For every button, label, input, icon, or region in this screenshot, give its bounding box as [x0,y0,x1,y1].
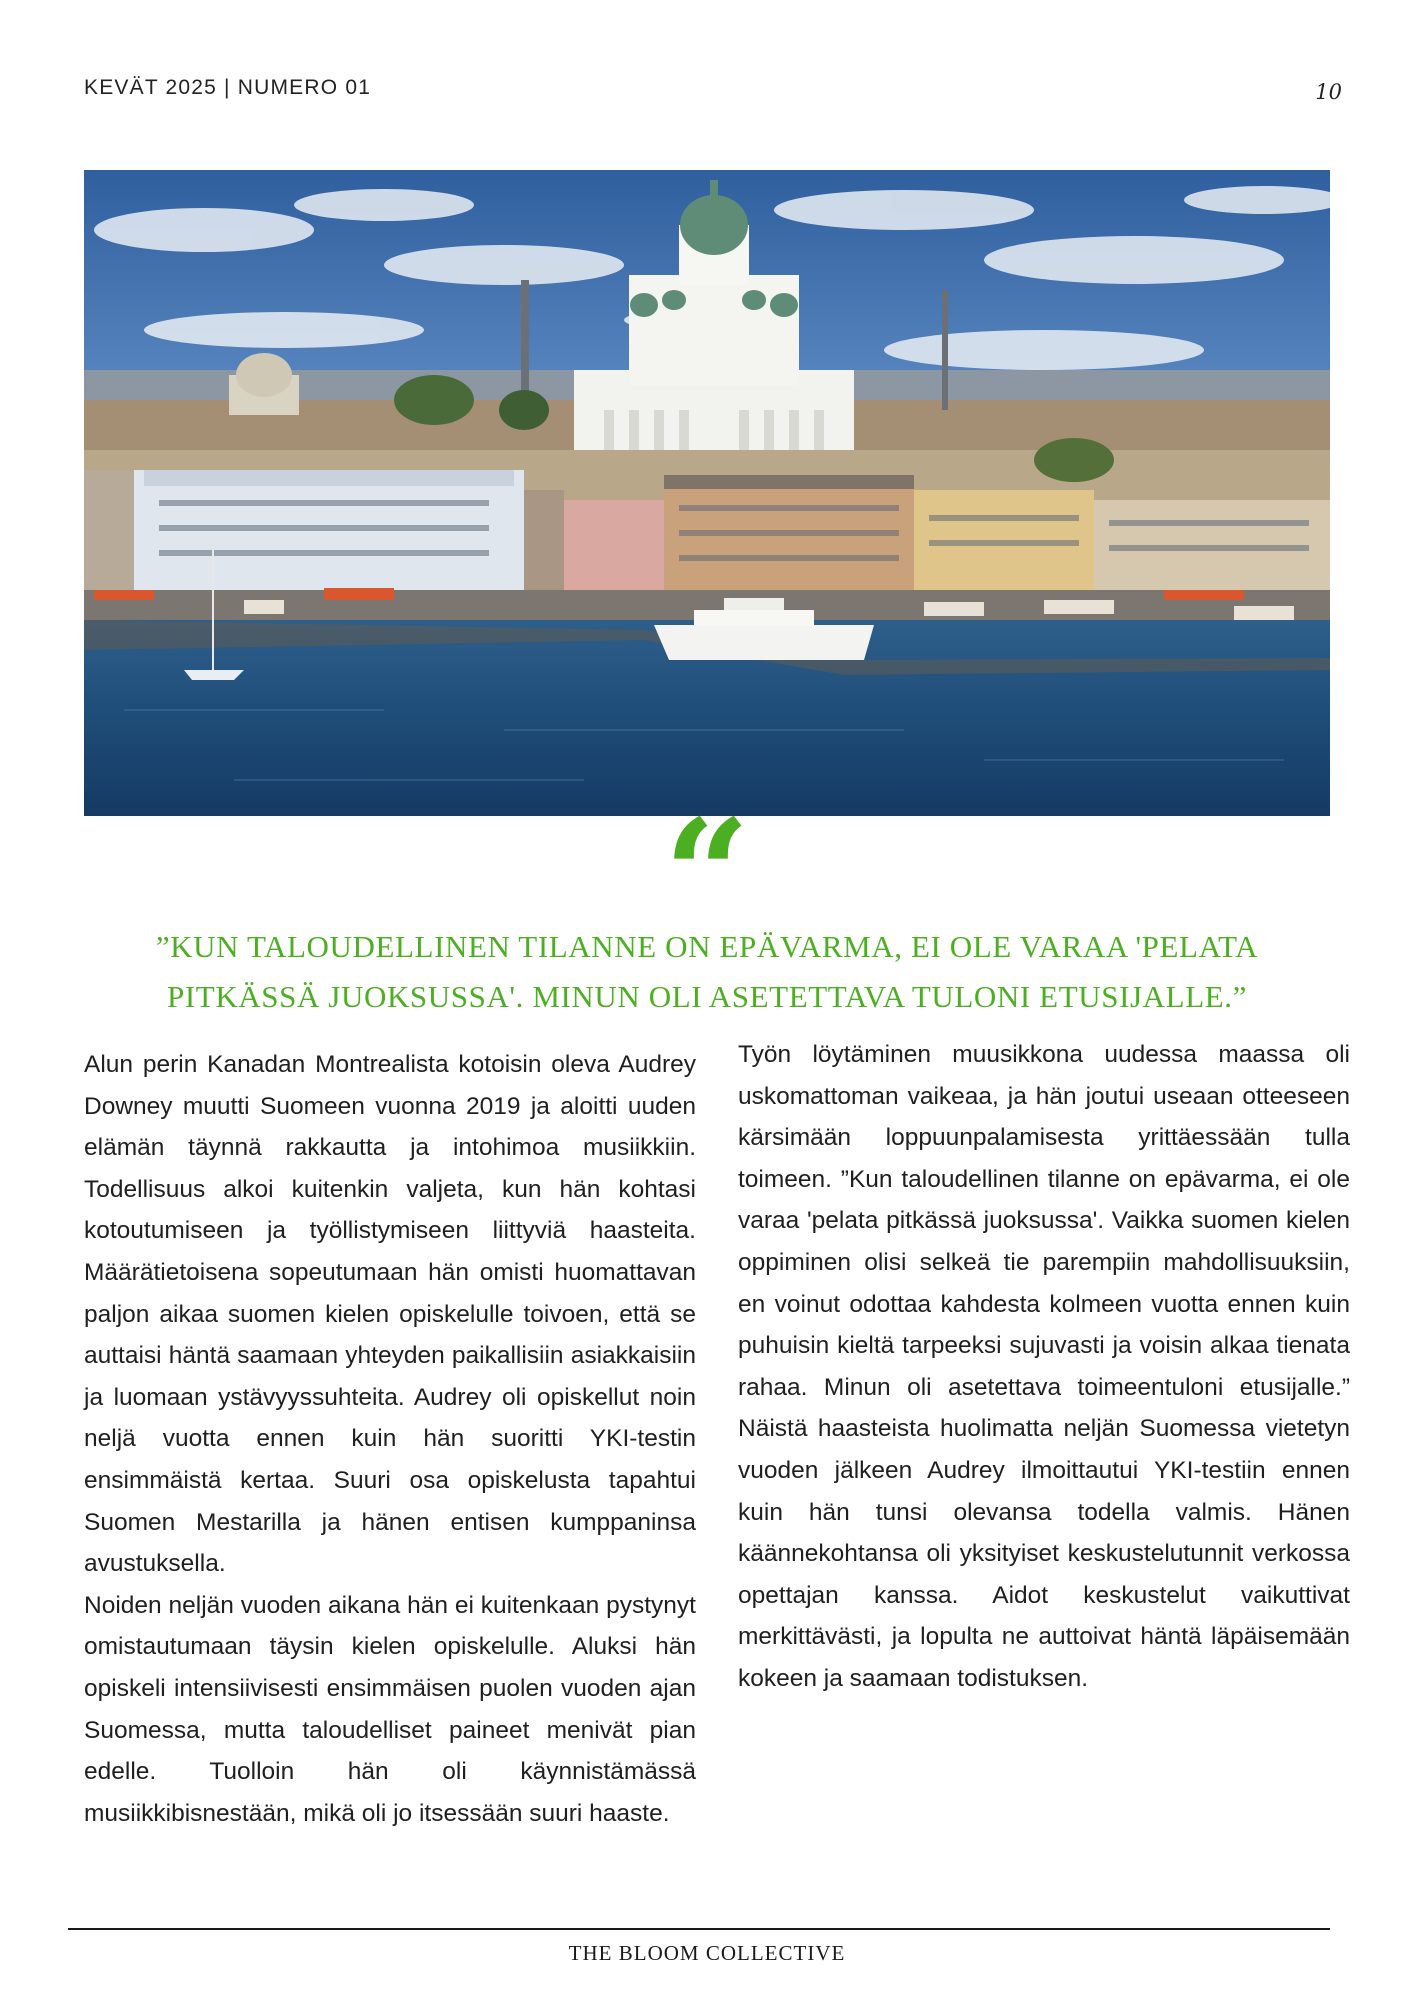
publication-name: THE BLOOM COLLECTIVE [568,1941,846,1965]
article-column-left [84,1044,696,1834]
helsinki-harbor-photo [84,170,1330,816]
footer-divider [68,1928,1330,1930]
quote-mark-icon: “ [663,787,751,963]
page-number: 10 [1315,80,1342,104]
article-paragraph: Alun perin Kanadan Montrealista kotoisin oleva Audrey Downey muutti Suomeen vuonna 2019 ja aloitti uuden elämän täynnä rakkautta ja intohimoa musiikkiin. Todellisuus alkoi kuitenkin valjeta, kun hän kohtasi kotoutumiseen ja työllistymiseen liittyviä haasteita. Määrätietoisena sopeutumaan hän omisti huomattavan paljon aikaa suomen kielen opiskelulle toivoen, että se auttaisi häntä saamaan yhteyden paikallisiin asiakkaisiin ja luomaan ystävyyssuhteita. Audrey oli opiskellut noin neljä vuotta ennen kuin hän suoritti YKI-testin ensimmäistä kertaa. Suuri osa opiskelusta tapahtui Suomen Mestarilla ja hänen entisen kumppaninsa avustuksella. [84,1051,696,1578]
pull-quote: ”KUN TALOUDELLINEN TILANNE ON EPÄVARMA, EI OLE VARAA 'PELATA PITKÄSSÄ JUOKSUSSA'. MINUN OLI ASETETTAVA TULONI ETUSIJALLE.” [155,929,1259,1014]
article-paragraph: Noiden neljän vuoden aikana hän ei kuitenkaan pystynyt omistautumaan täysin kielen opiskelulle. Aluksi hän opiskeli intensiivisesti ensimmäisen puolen vuoden ajan Suomessa, mutta taloudelliset paineet menivät pian edelle. Tuolloin hän oli käynnistämässä musiikkibisnestään, mikä oli jo itsessään suuri haaste. [84,1591,696,1827]
article-paragraph: Työn löytäminen muusikkona uudessa maassa oli uskomattoman vaikeaa, ja hän joutui useaan otteeseen kärsimään loppuunpalamisesta yrittäessään tulla toimeen. ”Kun taloudellinen tilanne on epävarma, ei ole varaa 'pelata pitkässä juoksussa'. Vaikka suomen kielen oppiminen olisi selkeä tie parempiin mahdollisuuksiin, en voinut odottaa kahdesta kolmeen vuotta ennen kuin puhuisin kieltä tarpeeksi sujuvasti ja voisin alkaa tienata rahaa. Minun oli asetettava toimeentuloni etusijalle.” Näistä haasteista huolimatta neljän Suomessa vietetyn vuoden jälkeen Audrey ilmoittautui YKI-testiin ennen kuin hän tunsi olevansa todella valmis. Hänen käännekohtansa oli yksityiset keskustelutunnit verkossa opettajan kanssa. Aidot keskustelut vaikuttivat merkittävästi, ja lopulta ne auttoivat häntä läpäisemään kokeen ja saamaan todistuksen. [738,1041,1350,1692]
article-column-right [738,1034,1350,1700]
issue-label: KEVÄT 2025 | NUMERO 01 [84,76,372,99]
